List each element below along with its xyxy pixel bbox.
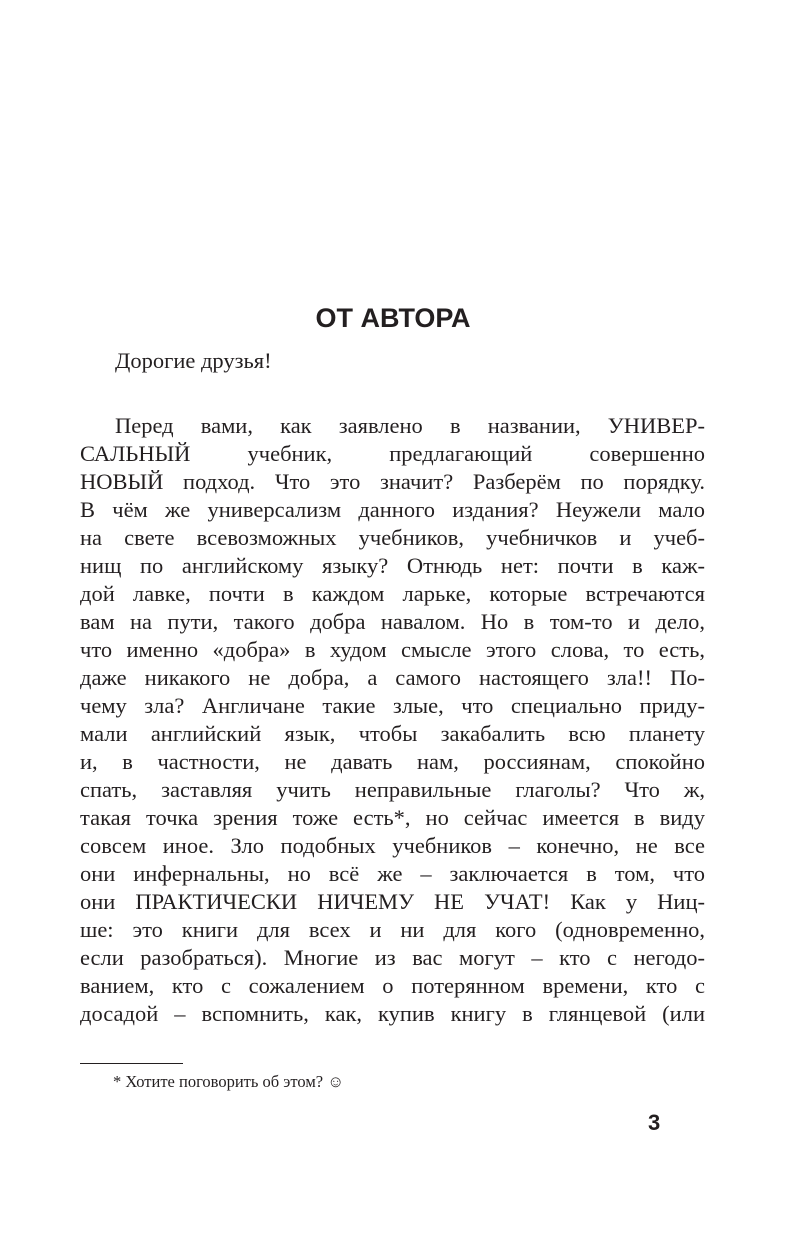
text-line: НОВЫЙ подход. Что это значит? Разберём по порядку. <box>80 469 705 494</box>
text-line: такая точка зрения тоже есть*, но сейчас имеется в виду <box>80 805 705 830</box>
text-line: мали английский язык, чтобы закабалить всю планету <box>80 721 705 746</box>
text-line: Перед вами, как заявлено в названии, УНИВЕР- <box>115 413 705 438</box>
footnote-divider <box>80 1063 183 1064</box>
text-line: В чём же универсализм данного издания? Неужели мало <box>80 497 705 522</box>
text-line: совсем иное. Зло подобных учебников – конечно, не все <box>80 833 705 858</box>
text-line: вам на пути, такого добра навалом. Но в том-то и дело, <box>80 609 705 634</box>
text-line: на свете всевозможных учебников, учебничков и учеб- <box>80 525 705 550</box>
text-line: они ПРАКТИЧЕСКИ НИЧЕМУ НЕ УЧАТ! Как у Ниц- <box>80 889 705 914</box>
text-line: САЛЬНЫЙ учебник, предлагающий совершенно <box>80 441 705 466</box>
text-line: они инфернальны, но всё же – заключается в том, что <box>80 861 705 886</box>
text-line: и, в частности, не давать нам, россиянам, спокойно <box>80 749 705 774</box>
greeting: Дорогие друзья! <box>115 348 272 373</box>
text-line: нищ по английскому языку? Отнюдь нет: почти в каж- <box>80 553 705 578</box>
text-line: что именно «добра» в худом смысле этого слова, то есть, <box>80 637 705 662</box>
text-line: ванием, кто с сожалением о потерянном времени, кто с <box>80 973 705 998</box>
text-line: ше: это книги для всех и ни для кого (одновременно, <box>80 917 705 942</box>
text-line: дой лавке, почти в каждом ларьке, которые встречаются <box>80 581 705 606</box>
text-line: досадой – вспомнить, как, купив книгу в глянцевой (или <box>80 1001 705 1026</box>
text-line: если разобраться). Многие из вас могут – кто с негодо- <box>80 945 705 970</box>
chapter-title: ОТ АВТОРА <box>315 303 471 333</box>
page-number: 3 <box>648 1110 661 1135</box>
body-paragraph <box>80 412 705 1028</box>
text-line: даже никакого не добра, а самого настоящего зла!! По- <box>80 665 705 690</box>
text-line: спать, заставляя учить неправильные глаголы? Что ж, <box>80 777 705 802</box>
text-line: чему зла? Англичане такие злые, что специально приду- <box>80 693 705 718</box>
footnote: * Хотите поговорить об этом? ☺ <box>113 1072 345 1091</box>
